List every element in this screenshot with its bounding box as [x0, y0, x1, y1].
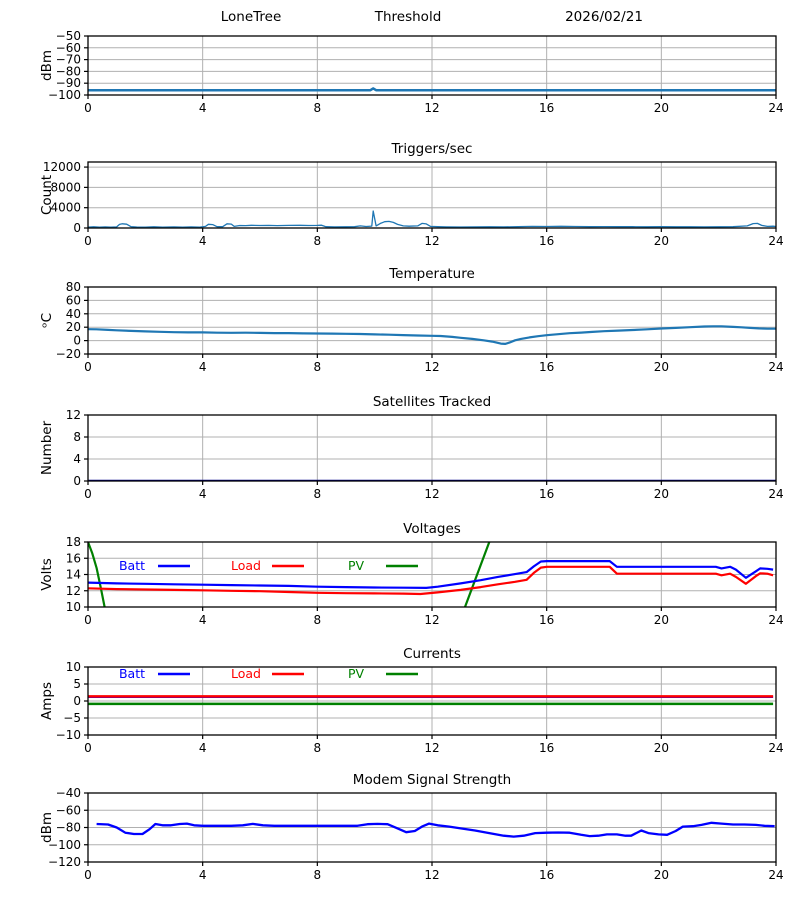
- y-axis-label: ᵒC: [39, 312, 55, 329]
- x-tick-label: 16: [539, 613, 555, 627]
- y-tick-label: 14: [65, 567, 81, 582]
- x-tick-label: 20: [653, 101, 669, 115]
- x-tick-label: 4: [198, 613, 207, 627]
- x-tick-label: 0: [84, 101, 92, 115]
- y-tick-label: −60: [55, 40, 81, 55]
- y-axis-label: Volts: [39, 558, 55, 591]
- y-axis-label: Count: [39, 174, 55, 216]
- y-tick-label: 0: [73, 694, 81, 708]
- y-tick-label: 5: [73, 677, 81, 691]
- y-tick-label: 20: [65, 320, 81, 335]
- x-tick-label: 12: [424, 741, 440, 755]
- y-tick-label: 8: [73, 430, 81, 444]
- legend-label-batt: Batt: [118, 558, 146, 573]
- y-tick-label: 40: [65, 306, 81, 321]
- x-tick-label: 8: [313, 487, 322, 501]
- panel-title: Temperature: [389, 266, 475, 282]
- y-tick-label: −120: [48, 855, 81, 869]
- y-tick-label: −5: [63, 711, 81, 725]
- y-tick-label: −70: [55, 52, 81, 67]
- y-tick-label: 10: [65, 660, 81, 674]
- x-tick-label: 0: [84, 360, 92, 374]
- y-tick-label: 12000: [42, 160, 81, 175]
- y-tick-label: 4000: [50, 200, 81, 215]
- y-tick-label: 0: [73, 333, 81, 348]
- x-tick-label: 8: [313, 101, 322, 115]
- y-axis-label: Amps: [39, 682, 55, 720]
- panel-currents: [39, 646, 784, 755]
- figure-title-date: 2026/02/21: [565, 9, 643, 25]
- x-tick-label: 8: [313, 613, 322, 627]
- x-tick-label: 24: [768, 487, 784, 501]
- y-tick-label: −60: [55, 803, 81, 818]
- y-tick-label: −40: [55, 786, 81, 800]
- x-tick-label: 12: [424, 613, 440, 627]
- y-tick-label: 12: [65, 408, 81, 422]
- y-tick-label: −90: [55, 76, 81, 91]
- x-tick-label: 20: [653, 487, 669, 501]
- y-tick-label: 18: [65, 535, 81, 549]
- x-tick-label: 4: [198, 487, 207, 501]
- panel-title: Modem Signal Strength: [352, 772, 512, 788]
- x-tick-label: 20: [653, 613, 669, 627]
- x-tick-label: 0: [84, 487, 92, 501]
- x-tick-label: 16: [539, 868, 555, 882]
- x-tick-label: 4: [198, 234, 207, 248]
- panel-title: Currents: [403, 646, 461, 662]
- x-tick-label: 0: [84, 741, 92, 755]
- panel-threshold: [39, 29, 784, 115]
- x-tick-label: 16: [539, 101, 555, 115]
- x-tick-label: 12: [424, 101, 440, 115]
- series-rssi: [97, 823, 775, 837]
- x-tick-label: 24: [768, 234, 784, 248]
- y-tick-label: 12: [65, 583, 81, 598]
- x-tick-label: 0: [84, 234, 92, 248]
- x-tick-label: 4: [198, 741, 207, 755]
- y-tick-label: −20: [55, 347, 81, 361]
- x-tick-label: 24: [768, 741, 784, 755]
- y-tick-label: 80: [65, 280, 81, 294]
- panel-satellites: [39, 394, 784, 501]
- y-axis-label: dBm: [39, 50, 55, 81]
- x-tick-label: 12: [424, 868, 440, 882]
- legend-label-load: Load: [231, 666, 261, 681]
- x-tick-label: 16: [539, 741, 555, 755]
- series-load: [88, 567, 773, 594]
- figure-title-plot-type: Threshold: [374, 9, 442, 25]
- x-tick-label: 16: [539, 360, 555, 374]
- y-tick-label: 60: [65, 293, 81, 308]
- legend-label-batt: Batt: [118, 666, 146, 681]
- y-tick-label: −50: [55, 29, 81, 43]
- y-tick-label: 0: [73, 474, 81, 488]
- x-tick-label: 20: [653, 360, 669, 374]
- y-tick-label: −100: [48, 837, 81, 852]
- panel-title: Satellites Tracked: [372, 394, 492, 410]
- panel-title: Triggers/sec: [391, 141, 473, 157]
- x-tick-label: 12: [424, 360, 440, 374]
- panel-modem: [39, 772, 784, 882]
- panel-voltages: [39, 521, 784, 627]
- y-tick-label: −80: [55, 64, 81, 79]
- y-axis-label: Number: [39, 420, 55, 476]
- panel-temperature: [39, 266, 784, 374]
- x-tick-label: 12: [424, 487, 440, 501]
- x-tick-label: 8: [313, 360, 322, 374]
- y-tick-label: 0: [73, 221, 81, 235]
- x-tick-label: 0: [84, 613, 92, 627]
- y-tick-label: 10: [65, 600, 81, 614]
- x-tick-label: 8: [313, 868, 322, 882]
- figure-title-station: LoneTree: [220, 9, 282, 25]
- legend-label-load: Load: [231, 558, 261, 573]
- x-tick-label: 8: [313, 741, 322, 755]
- y-tick-label: −80: [55, 820, 81, 835]
- panel-triggers: [39, 141, 784, 248]
- y-tick-label: 4: [73, 452, 81, 466]
- x-tick-label: 20: [653, 234, 669, 248]
- x-tick-label: 24: [768, 360, 784, 374]
- x-tick-label: 4: [198, 360, 207, 374]
- legend-label-pv: PV: [347, 666, 365, 681]
- x-tick-label: 16: [539, 487, 555, 501]
- x-tick-label: 24: [768, 101, 784, 115]
- x-tick-label: 24: [768, 868, 784, 882]
- x-tick-label: 8: [313, 234, 322, 248]
- x-tick-label: 16: [539, 234, 555, 248]
- panel-title: Voltages: [403, 521, 461, 537]
- y-tick-label: −10: [55, 728, 81, 742]
- x-tick-label: 4: [198, 101, 207, 115]
- x-tick-label: 0: [84, 868, 92, 882]
- y-tick-label: 8000: [50, 180, 81, 195]
- x-tick-label: 12: [424, 234, 440, 248]
- x-tick-label: 4: [198, 868, 207, 882]
- y-axis-label: dBm: [39, 812, 55, 843]
- legend-label-pv: PV: [347, 558, 365, 573]
- y-tick-label: 16: [65, 551, 81, 566]
- x-tick-label: 20: [653, 741, 669, 755]
- x-tick-label: 24: [768, 613, 784, 627]
- x-tick-label: 20: [653, 868, 669, 882]
- y-tick-label: −100: [48, 88, 81, 102]
